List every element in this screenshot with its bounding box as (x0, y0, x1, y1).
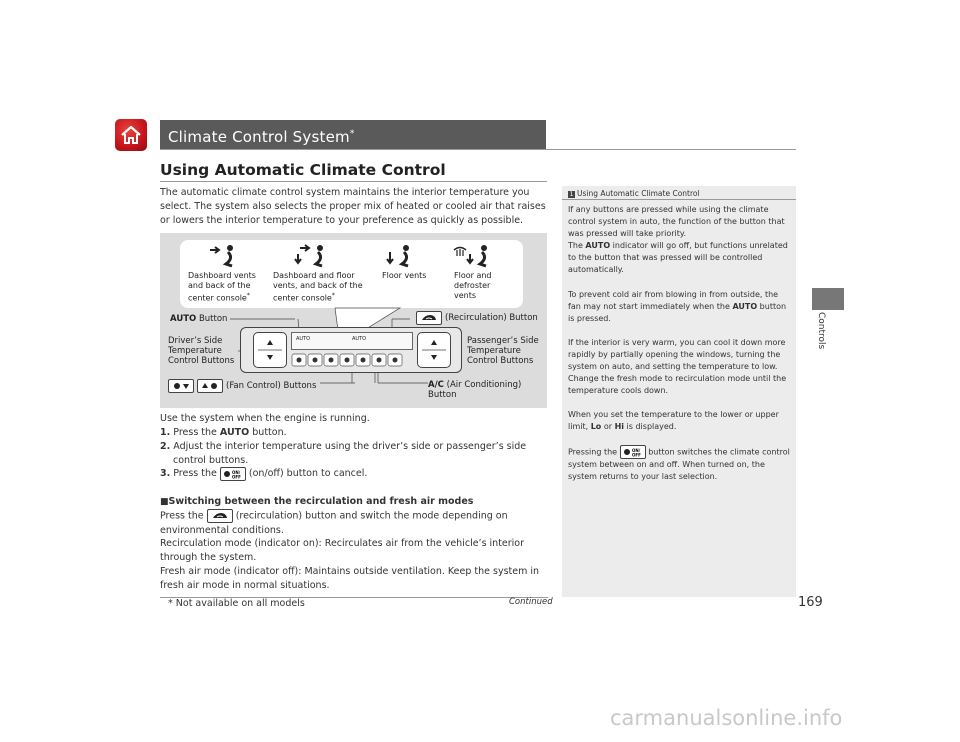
callout-ac-button: A/C (Air Conditioning) Button (428, 380, 522, 400)
usage-step-2: 2. Adjust the interior temperature using the driver’s side or passenger’s side control buttons. (160, 441, 527, 466)
fresh-mode-text: Fresh air mode (indicator off): Maintains outside ventilation. Keep the system in fresh air mode in normal situations. (160, 566, 540, 591)
fan-up-icon (197, 379, 223, 393)
home-button[interactable] (115, 119, 147, 151)
page-number: 169 (798, 595, 823, 610)
note-paragraph-3: If the interior is very warm, you can cool it down more rapidly by partially opening the windows, turning the system on auto, and setting the temperature to low. Change the fresh mode to recirculation mode until the temperature cools down. (568, 338, 787, 395)
temp-arrows-icon (418, 333, 450, 367)
vent-label-dashboard-floor: Dashboard and floor vents, and back of the center console* (273, 271, 363, 303)
page-heading: Using Automatic Climate Control (160, 161, 446, 179)
note-paragraph-1b: The AUTO indicator will go off, but functions unrelated to the button that was pressed will be controlled automatically. (568, 241, 788, 274)
usage-lead: Use the system when the engine is running. (160, 413, 370, 424)
heading-divider (160, 181, 547, 182)
note-paragraph-2: To prevent cold air from blowing in from outside, the fan may not start immediately when the AUTO button is pressed. (568, 290, 787, 323)
vent-label-floor: Floor vents (382, 271, 427, 280)
note-divider (562, 199, 796, 200)
callout-auto-button: AUTO Button (170, 314, 228, 324)
driver-temp-buttons[interactable] (253, 332, 287, 368)
svg-text:ON/: ON/ (231, 470, 241, 475)
usage-step-3: 3. Press the ON/ OFF (on/off) button to cancel. (160, 468, 368, 480)
climate-control-panel (240, 327, 462, 373)
chapter-tab[interactable] (812, 288, 844, 310)
title-divider (160, 149, 796, 150)
watermark: carmanualsonline.info (610, 706, 843, 730)
note-title: 1 Using Automatic Climate Control (569, 189, 700, 198)
note-paragraph-4: When you set the temperature to the lower or upper limit, Lo or Hi is displayed. (568, 410, 779, 431)
vent-label-dashboard: Dashboard vents and back of the center console* (188, 271, 256, 303)
note-paragraph-5: Pressing the ON/ OFF button switches the climate control system between on and off. When turned on, the system returns to your last selection. (568, 445, 792, 483)
vent-label-floor-defroster: Floor and defroster vents (454, 271, 492, 300)
note-paragraph-1: If any buttons are pressed while using the climate control system in auto, the function of the button that was pressed will take priority. (568, 205, 785, 238)
auto-indicator: AUTO (296, 336, 311, 342)
recirc-section-heading: ■Switching between the recirculation and fresh air modes (160, 496, 474, 507)
svg-text:OFF: OFF (231, 474, 241, 480)
usage-step-1: 1. Press the AUTO button. (160, 427, 287, 438)
callout-fan-control: (Fan Control) Buttons (168, 379, 316, 393)
svg-text:OFF: OFF (631, 452, 641, 458)
passenger-temp-buttons[interactable] (417, 332, 451, 368)
callout-recirc-button: (Recirculation) Button (416, 311, 538, 325)
continued-label: Continued (509, 597, 553, 607)
panel-button-row (291, 352, 411, 366)
auto-indicator-right: AUTO (352, 336, 367, 342)
svg-text:ON/: ON/ (631, 448, 640, 453)
recirc-mode-text: Recirculation mode (indicator on): Recirculates air from the vehicle’s interior through the system. (160, 538, 525, 563)
callout-passenger-temp: Passenger’s Side Temperature Control Buttons (467, 336, 539, 366)
footnote: * Not available on all models (168, 598, 305, 609)
home-icon (120, 125, 142, 145)
recirculation-icon (207, 509, 233, 523)
on-off-icon (220, 467, 246, 481)
footnote-mark: * (349, 129, 355, 139)
fan-down-icon (168, 379, 194, 393)
recirculation-icon (416, 311, 442, 325)
chapter-label: Controls (816, 312, 826, 350)
intro-paragraph: The automatic climate control system maintains the interior temperature you select. The system also selects the proper mix of heated or cooled air that raises or lowers the interior temperature to your preference as quickly as possible. (160, 187, 546, 226)
section-title: Climate Control System* (168, 128, 355, 146)
temp-arrows-icon (254, 333, 286, 367)
on-off-icon (620, 445, 646, 459)
callout-driver-temp: Driver’s Side Temperature Control Buttons (168, 336, 235, 366)
temperature-display (291, 332, 413, 350)
recirc-press-text: Press the (recirculation) button and switch the mode depending on environmental conditions. (160, 510, 508, 536)
